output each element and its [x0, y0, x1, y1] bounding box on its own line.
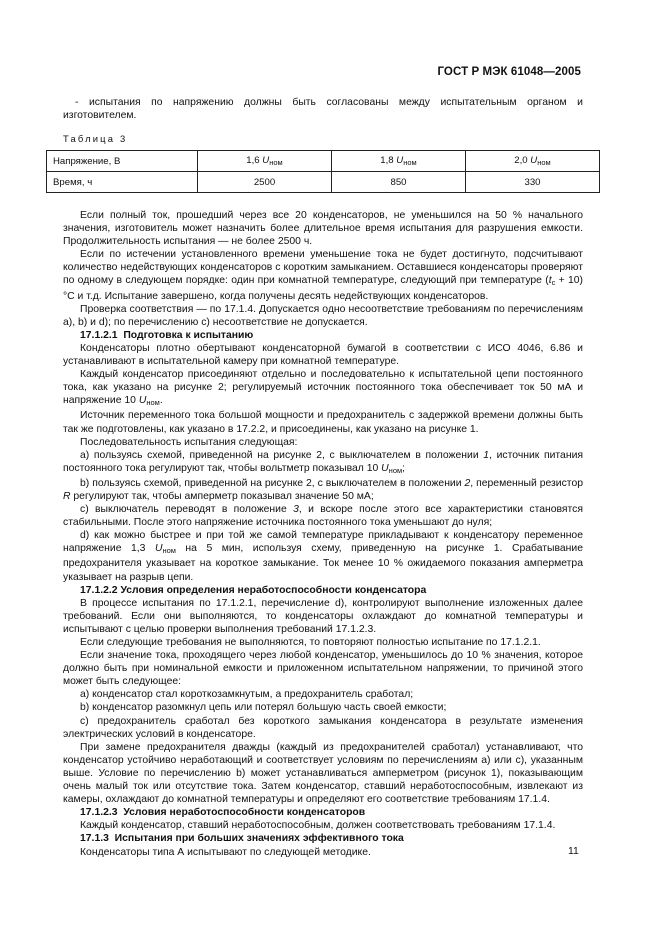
paragraph: Конденсаторы плотно обертывают конденсаторной бумагой в соответствии с ИСО 4046, 6.86 и устанавливают в испытательной камеру при комнатной температуре. [63, 342, 583, 368]
intro-block [63, 96, 583, 122]
section-heading [63, 584, 583, 597]
table-cell: 330 [466, 172, 600, 193]
section-heading [63, 806, 583, 819]
table-cell [332, 151, 466, 172]
paragraph: Если полный ток, прошедший через все 20 конденсаторов, не уменьшился на 50 % начального значения, изготовитель может назначить более длительное время испытания для разрушения емкости. Продолжительность испытания — не более 2500 ч. [63, 210, 583, 248]
paragraph: Проверка соответствия — по 17.1.4. Допускается одно несоответствие требованиям по перечислениям а), b) и d); по перечислению с) несоответствие не допускается. [63, 303, 583, 328]
section-heading [63, 329, 583, 342]
table-cell: Время, ч [47, 172, 198, 193]
text-run: Каждый конденсатор присоединяют отдельно и последовательно к испытательной цепи постоянного тока, как указано на рисунке 2; регулируемый источник постоянного тока обеспечивает ток 50 мА и напряжение 10 [63, 369, 583, 407]
heading-text: 17.1.2.2 Условия определения неработоспособности конденсатора [80, 584, 427, 596]
heading-number: 17.1.2.3 [80, 807, 118, 819]
section-heading [63, 832, 583, 845]
voltage-symbol: U [262, 155, 270, 166]
paragraph [63, 248, 583, 302]
temp-symbol: t [548, 275, 552, 287]
text-run: , источник питания постоянного тока регулируют так, чтобы вольтметр показывал 10 [63, 449, 583, 474]
page-number: 11 [568, 846, 579, 857]
cell-number: 1,8 [380, 155, 394, 166]
text-run: Если по истечении установленного времени уменьшение тока не будет достигнуто, подсчитывают количество недействующих конденсаторов с коротким замыканием. Оставшиеся конденсаторы проверяют по одному в следующем порядке: один при комнатной температуре, следующий при температуре ( [63, 249, 583, 287]
text-run: b) пользуясь схемой, приведенной на рисунке 2, с выключателем в положении [80, 477, 465, 489]
table-3 [46, 150, 600, 193]
table-cell: 850 [332, 172, 466, 193]
text-run: , переменный резистор [470, 477, 583, 489]
resistor-symbol: R [63, 490, 71, 502]
table-cell: 2500 [198, 172, 332, 193]
heading-text: Испытания при больших значениях эффективного тока [114, 833, 404, 845]
nominal-subscript: ном [162, 546, 176, 556]
paragraph: В процессе испытания по 17.1.2.1, перечисление d), контролируют выполнение изложенных далее требований. Если они выполняются, то конденсаторы охлаждают до комнатной температуры и испытывают с целью проверки выполнения требований 17.1.2.3. [63, 597, 583, 635]
table-caption: Таблица 3 [63, 133, 128, 144]
list-item [63, 449, 583, 477]
voltage-symbol: U [396, 155, 404, 166]
nominal-subscript: ном [403, 158, 417, 167]
nominal-subscript: ном [146, 398, 160, 408]
intro-paragraph: - испытания по напряжению должны быть согласованы между испытательным органом и изготовителем. [63, 97, 583, 122]
voltage-symbol: U [154, 543, 163, 555]
list-item: b) конденсатор разомкнул цепь или потерял большую часть своей емкости; [80, 702, 447, 714]
text-run: с) выключатель переводят в положение [80, 504, 294, 516]
voltage-symbol: U [138, 395, 147, 407]
cell-number: 2,0 [514, 155, 528, 166]
paragraph: Источник переменного тока большой мощности и предохранитель с задержкой времени должны быть так же подготовлены, как указано в 17.2.2, и присоединены, как указано на рисунке 1. [63, 410, 583, 435]
nominal-subscript: ном [388, 465, 403, 475]
paragraph [63, 368, 583, 409]
temp-subscript: с [551, 278, 556, 288]
paragraph: Последовательность испытания следующая: [80, 436, 298, 448]
list-item: с) предохранитель сработал без короткого замыкания конденсатора в результате изменения электрических условий в конденсаторе. [63, 715, 583, 740]
list-item: а) конденсатор стал короткозамкнутым, а предохранитель сработал; [80, 689, 414, 701]
text-run: + 10) °С и т.д. Испытание завершено, когда получены десять недействующих конденсаторов. [63, 275, 583, 302]
paragraph: Если значение тока, проходящего через любой конденсатор, уменьшилось до 10 % значения, которое должно быть при номинальной емкости и приложенном испытательном напряжении, то причиной этого может быть следующее: [63, 650, 583, 688]
table-cell [198, 151, 332, 172]
text-run: d) как можно быстрее и при той же самой температуре прикладывают к конденсатору переменное напряжение 1,3 [63, 530, 583, 555]
cell-number: 1,6 [246, 155, 260, 166]
text-run: а) пользуясь схемой, приведенной на рисунке 2, с выключателем в положении [80, 449, 484, 461]
text-run: ; [402, 462, 406, 474]
voltage-symbol: U [381, 462, 389, 474]
list-item [63, 477, 583, 503]
text-run: . [159, 395, 163, 407]
text-run: , и вскоре после этого все характеристики становятся стабильными. После этого напряжение источника постоянного тока уменьшают до нуля; [63, 504, 583, 529]
table-row [47, 172, 600, 193]
list-item [63, 529, 583, 583]
position-number: 3 [293, 504, 299, 516]
heading-text: Подготовка к испытанию [123, 329, 254, 341]
heading-text: Условия неработоспособности конденсаторов [123, 807, 366, 819]
heading-number: 17.1.2.1 [80, 329, 118, 341]
text-run: на 5 мин, используя схему, приведенную на рисунке 1. Срабатывание предохранителя указывает на короткое замыкание. Ток менее 10 % ожидаемого показания амперметра указывает на разрыв цепи. [63, 543, 584, 583]
table-cell [466, 151, 600, 172]
paragraph: Конденсаторы типа А испытывают по следующей методике. [80, 846, 371, 858]
nominal-subscript: ном [269, 158, 283, 167]
position-number: 1 [483, 449, 490, 461]
paragraph: При замене предохранителя дважды (каждый из предохранителей сработал) устанавливают, что конденсатор устойчиво неработающий и соответствует условиям по перечислениям а) или с), указанным выше. Условие по перечислению b) может устанавливаться амперметром (рисунок 1), показывающим очень малый ток или отсутствие тока. Затем конденсатор, ставший неработоспособным, извлекают из камеры, охлаждают до комнатной температуры и определяют его соответствие требованиям 17.1.4. [63, 741, 583, 806]
main-text [63, 209, 583, 859]
list-item [63, 503, 583, 529]
table-cell: Напряжение, В [47, 151, 198, 172]
paragraph: Если следующие требования не выполняются, то повторяют полностью испытание по 17.1.2.1. [80, 637, 541, 648]
heading-number: 17.1.3 [80, 833, 109, 845]
voltage-symbol: U [530, 155, 538, 166]
position-number: 2 [464, 477, 471, 489]
text-run: регулируют так, чтобы амперметр показывал значение 50 мА; [70, 490, 374, 502]
table-row [47, 151, 600, 172]
nominal-subscript: ном [537, 158, 551, 167]
paragraph: Каждый конденсатор, ставший неработоспособным, должен соответствовать требованиям 17.1.4. [80, 820, 556, 832]
document-header: ГОСТ Р МЭК 61048—2005 [437, 66, 581, 78]
